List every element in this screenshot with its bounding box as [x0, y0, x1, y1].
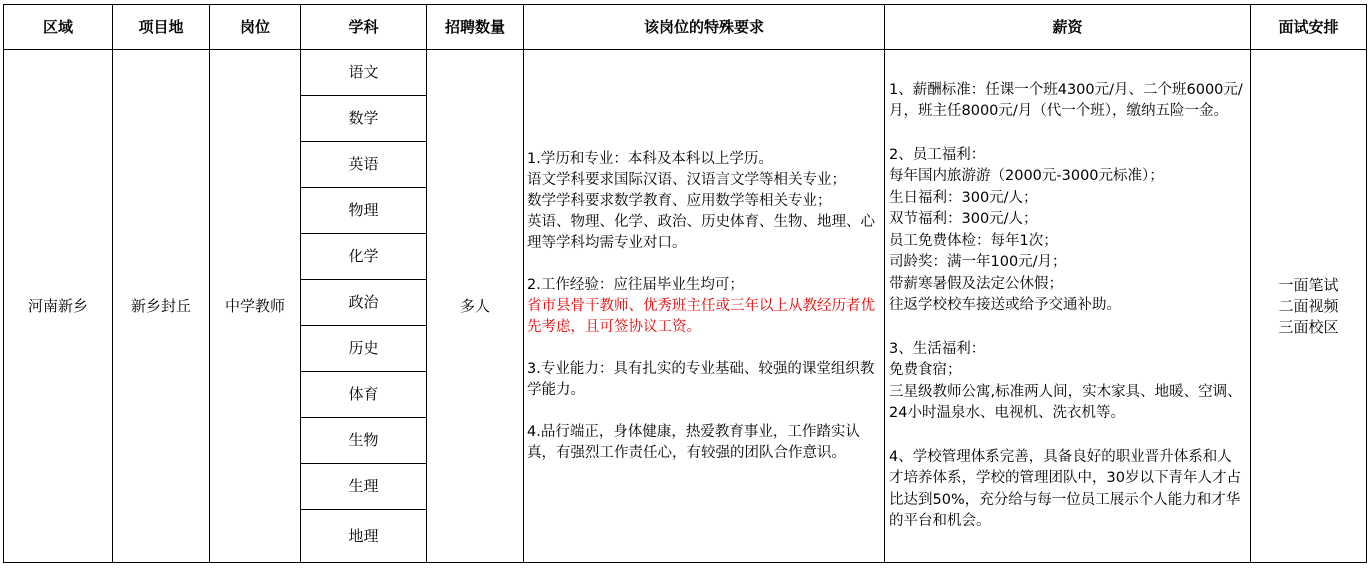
requirement-experience: 2.工作经验：应往届毕业生均可； [527, 276, 744, 293]
salary-vacation: 带薪寒暑假及法定公休假； [889, 275, 1063, 292]
salary-management: 4、学校管理体系完善，具备良好的职业晋升体系和人才培养体系，学校的管理团队中，30岁以下青年人才占比达到50%，充分给与每一位员工展示个人能力和才华的平台和机会。 [889, 448, 1241, 529]
subject-cell: 历史 [301, 326, 427, 372]
salary-birthday: 生日福利：300元/人； [889, 189, 1038, 206]
subject-cell: 物理 [301, 188, 427, 234]
subject-cell: 语文 [301, 50, 427, 96]
header-interview: 面试安排 [1251, 5, 1367, 50]
subject-cell: 生理 [301, 464, 427, 510]
requirement-chinese: 语文学科要求国际汉语、汉语言文学等相关专业； [527, 171, 846, 188]
interview-step-2: 二面视频 [1278, 296, 1339, 315]
salary-apartment: 三星级教师公寓,标准两人间，实木家具、地暖、空调、24小时温泉水、电视机、洗衣机等。 [889, 383, 1242, 421]
region-cell: 河南新乡 [4, 50, 113, 563]
location-cell: 新乡封丘 [113, 50, 210, 563]
requirement-character: 4.品行端正，身体健康，热爱教育事业，工作踏实认真，有强烈工作责任心，有较强的团队合作意识。 [527, 423, 860, 461]
salary-cell [885, 50, 1251, 563]
quantity-cell: 多人 [427, 50, 524, 563]
table-row [4, 50, 1367, 96]
subject-cell: 数学 [301, 96, 427, 142]
salary-living-title: 3、生活福利： [889, 340, 986, 357]
salary-standard: 1、薪酬标准：任课一个班4300元/月、二个班6000元/月，班主任8000元/月（代一个班），缴纳五险一金。 [889, 81, 1243, 119]
requirement-other-subjects: 英语、物理、化学、政治、历史体育、生物、地理、心理等学科均需专业对口。 [527, 213, 875, 251]
header-salary: 薪资 [885, 5, 1251, 50]
header-region: 区域 [4, 5, 113, 50]
salary-travel: 每年国内旅游游（2000元-3000元标准）； [889, 168, 1164, 184]
requirement-math: 数学学科要求数学教育、应用数学等相关专业； [527, 192, 832, 209]
header-requirements: 该岗位的特殊要求 [524, 5, 885, 50]
recruitment-table [3, 4, 1367, 563]
salary-holiday: 双节福利：300元/人； [889, 211, 1038, 227]
spacer [889, 425, 1246, 447]
requirement-ability: 3.专业能力：具有扎实的专业基础、较强的课堂组织教学能力。 [527, 360, 875, 398]
header-position: 岗位 [210, 5, 301, 50]
spacer [527, 338, 880, 359]
subject-cell: 生物 [301, 418, 427, 464]
subject-cell: 英语 [301, 142, 427, 188]
spacer [527, 254, 880, 275]
requirement-education: 1.学历和专业：本科及本科以上学历。 [527, 150, 773, 167]
salary-meals: 免费食宿； [889, 362, 962, 378]
requirements-cell [524, 50, 885, 563]
salary-benefits-title: 2、员工福利： [889, 146, 986, 163]
header-location: 项目地 [113, 5, 210, 50]
position-cell: 中学教师 [210, 50, 301, 563]
salary-checkup: 员工免费体检：每年1次； [889, 232, 1058, 249]
subject-cell: 政治 [301, 280, 427, 326]
subject-cell: 地理 [301, 510, 427, 563]
interview-step-1: 一面笔试 [1278, 275, 1339, 294]
spacer [889, 123, 1246, 145]
subject-cell: 化学 [301, 234, 427, 280]
salary-transport: 往返学校校车接送或给予交通补助。 [889, 297, 1121, 313]
table-header-row [4, 5, 1367, 50]
requirement-priority-note: 省市县骨干教师、优秀班主任或三年以上从教经历者优先考虑，且可签协议工资。 [527, 297, 875, 335]
spacer [527, 401, 880, 422]
header-quantity: 招聘数量 [427, 5, 524, 50]
interview-cell [1251, 50, 1367, 563]
salary-seniority: 司龄奖：满一年100元/月； [889, 254, 1067, 270]
interview-step-3: 三面校区 [1278, 317, 1339, 336]
subject-cell: 体育 [301, 372, 427, 418]
header-subject: 学科 [301, 5, 427, 50]
spacer [889, 317, 1246, 339]
